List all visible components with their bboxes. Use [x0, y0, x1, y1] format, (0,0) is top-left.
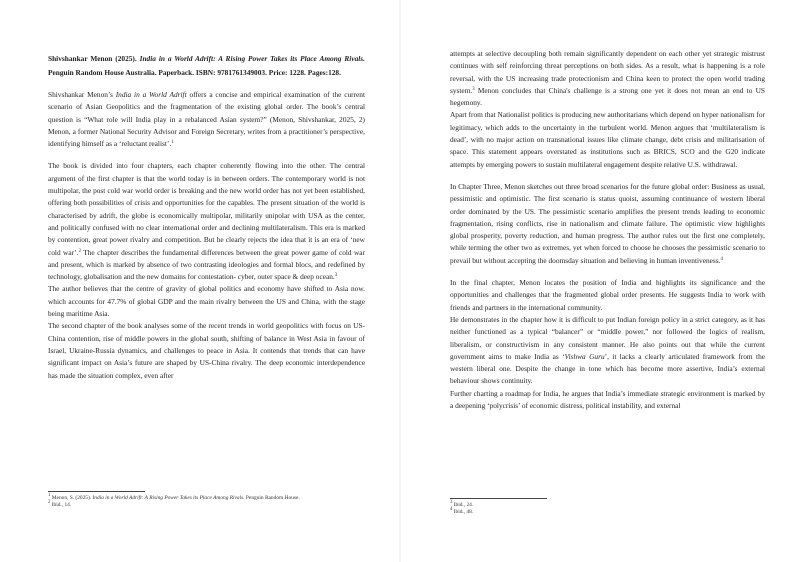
footnote-ref: 3 [472, 86, 475, 92]
right-page [400, 0, 800, 562]
footnote-ref: 3 [334, 273, 338, 279]
chapter-one-paragraph: The book is divided into four chapters, each chapter coherently flowing into the other. The central argument of the first chapter is that the world today is in between orders. The contemporary world is not multipolar, the post cold war world order is breaking and the new world order has not yet been established, offering both possibilities of crisis and opportunities for the capables. The present situation of the world is characterised by adrift, the globe is economically multipolar, militarily unipolar with USA as the center, and politically confused with no clear international order and declining multilateralism. This era is marked by contention, great power rivalry and competition. But he clearly rejects the idea that it is an era of ‘new cold war’.$^2$ The chapter describes the fundamental differences between the great power game of cold war and present, which is marked by absence of two contrasting ideologies and formal blocs, and redefined by technology, globalisation and the new domains for contestation- cyber, outer space & deep ocean.$^3$ [48, 161, 366, 282]
right-footnotes [450, 498, 770, 516]
chapter-two-paragraph: The second chapter of the book analyses some of the recent trends in world geopolitics with focus on US-China contention, rise of middle powers in the global south, shifting of balance in West Asia in favour of Israel, Ukraine-Russia dynamics, and challenges to peace in Asia. It contends that trends that can have significant impact on Asia’s future are shaped by US-China rivalry. The deep economic interdependence has made the situation complex, even after [48, 321, 365, 380]
citation-title: India in a World Adrift: A Rising Power Takes its Place Among Rivals. [139, 54, 365, 63]
foreign-policy-paragraph: He demonstrates in the chapter how it is difficult to put Indian foreign policy in a strict category, as it has neither functioned as a typical “balancer” or “middle power,” nor followed the logics of realism, liberalism, or constructivism in any consistent manner. He also points out that while the current government aims to make India as ‘Vishwa Guru’, it lacks a clearly articulated framework from the western liberal one. Despite the change in tone which has become more assertive, India’s external behaviour shows continuity. [450, 314, 766, 386]
footnote-ref: 2 [78, 248, 82, 254]
decoupling-paragraph: attempts at selective decoupling both remain significantly dependent on each other yet strategic mistrust continues with self reinforcing threat perceptions on both sides. As a result, what is happening is a role reversal, with the US increasing trade protectionism and China keen to protect the open world trading system.$^3$ Menon concludes that China's challenge is a strong one yet it does not mean an end to US hegemony. [450, 49, 765, 108]
footnote-divider [450, 498, 547, 499]
final-chapter-paragraph: In the final chapter, Menon locates the position of India and highlights its significance and the opportunities and challenges that the fragmented global order presents. He suggests India to work with friends and partners in the international community. [450, 278, 765, 312]
nationalism-paragraph: Apart from that Nationalist politics is producing new authoritarians which depend on hyper nationalism for legitimacy, which adds to the uncertainty in the turbulent world. Menon argues that ‘multilateralism is dead’, with no major action on transnational issues like climate change, debt crisis and militarisation of space. This statement appears overstated as institutions such as BRICS, SCO and the G20 indicate attempts by emerging powers to sustain multilateral engagement despite relative U.S. withdrawal. [450, 110, 765, 169]
chapter-three-paragraph: In Chapter Three, Menon sketches out three broad scenarios for the future global order: Business as usual, pessimistic and optimistic. The first scenario is status quoist, assuming continuance of western liberal order dominated by the US. The pessimistic scenario amplifies the present trends leading to economic fragmentation, rising conflicts, rise in nationalism and climate failure. The optimistic view highlights global prosperity, poverty reduction, and human progress. The author rules out the first one completely, while terming the other two as extremes, yet when forced to choose he chooses the pessimistic scenario to prevail but without accepting the doomsday situation and believing in human inventiveness.$^4$ [450, 181, 765, 265]
asia-shift-paragraph: The author believes that the centre of gravity of global politics and economy have shifted to Asia now. which accounts for 47.7% of global GDP and the main rivalry between the US and China, with the stage being maritime Asia. [48, 284, 365, 319]
left-footnotes [48, 491, 368, 509]
footnote-ref: 1 [171, 140, 174, 146]
footnote-ref: 4 [720, 256, 723, 262]
footnote-3: $^3$ Ibid., 24. [450, 500, 474, 508]
book-citation [48, 52, 365, 79]
citation-details: Penguin Random House Australia. Paperback. ISBN: 9781761349003. Price: 1228. Pages:128. [48, 67, 341, 77]
footnote-2: $^2$ Ibid., 14. [48, 500, 72, 508]
book-title-inline: India in a World Adrift [115, 90, 187, 99]
footnote-4: $^4$ Ibid., 48. [450, 507, 474, 515]
citation-author: Shivshankar Menon (2025). [48, 54, 137, 63]
roadmap-paragraph: Further charting a roadmap for India, he argues that India’s immediate strategic environment is marked by a deepening ‘polycrisis’ of economic distress, political instability, and external [450, 388, 765, 411]
intro-paragraph: Shivshankar Menon’s India in a World Adrift offers a concise and empirical examination of the current scenario of Asian Geopolitics and the fragmentation of the existing global order. The book’s central question is “What role will India play in a rebalanced Asian system?” (Menon, Shivshankar, 2025, 2) Menon, a former National Security Advisor and Foreign Secretary, writes from a practitioner’s perspective, identifying himself as a ‘reluctant realist’.$^1$ [48, 90, 366, 149]
footnote-1: $^1$ Menon, S. (2025). India in a World Adrift: A Rising Power Takes its Place Among Rivals. Penguin Random House. [48, 493, 300, 501]
vishwa-guru-term: Vishwa Guru [564, 351, 605, 361]
footnote-divider [48, 491, 145, 492]
